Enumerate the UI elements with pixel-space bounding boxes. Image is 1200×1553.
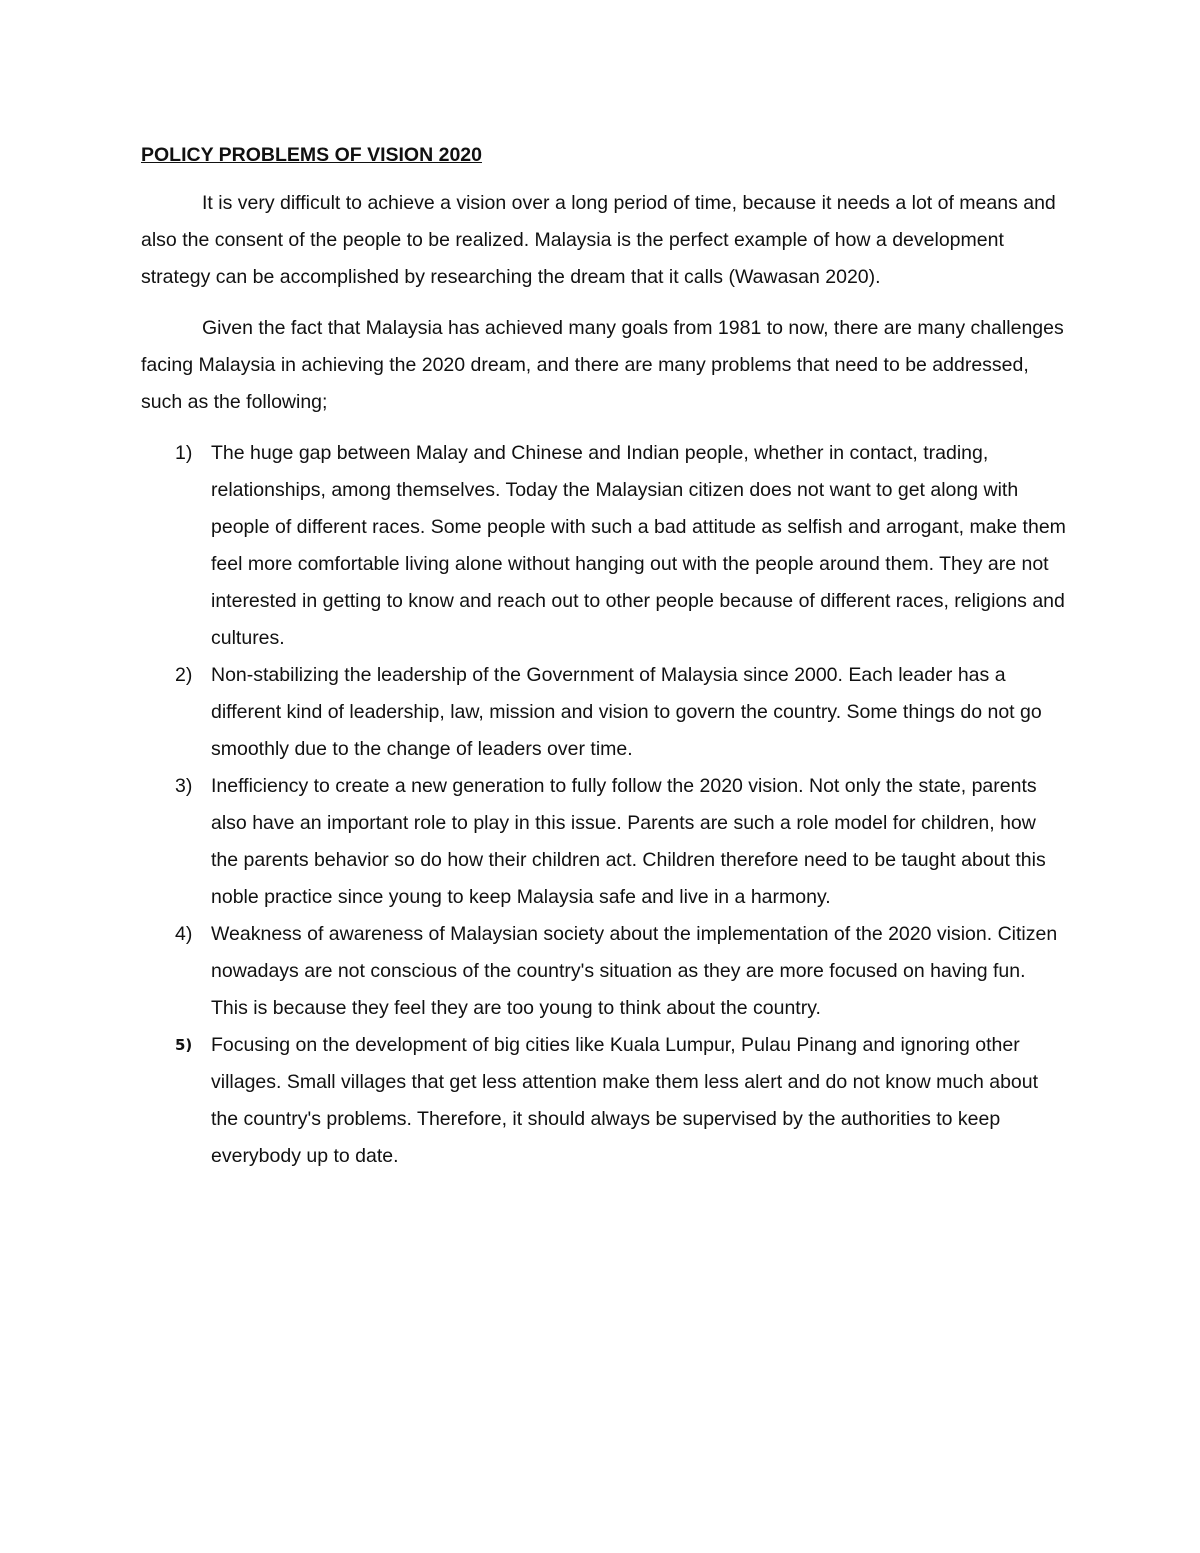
list-number: 5) xyxy=(175,1036,193,1054)
list-item-text: Weakness of awareness of Malaysian society about the implementation of the 2020 vision. Citizen nowadays are not conscious of the country's situation as they are more focused on having fun. This is because they feel they are too young to think about the country. xyxy=(211,923,1058,1019)
list-number: 3) xyxy=(175,775,193,797)
list-item xyxy=(141,768,1066,916)
list-item-text: The huge gap between Malay and Chinese and Indian people, whether in contact, trading, relationships, among themselves. Today the Malaysian citizen does not want to get along with people of different races. Some people with such a bad attitude as selfish and arrogant, make them feel more comfortable living alone without hanging out with the people around them. They are not interested in getting to know and reach out to other people because of different races, religions and cultures. xyxy=(211,442,1066,649)
document-body xyxy=(141,141,1066,1175)
list-item xyxy=(141,657,1066,768)
list-item xyxy=(141,435,1066,657)
list-item-text: Focusing on the development of big cities like Kuala Lumpur, Pulau Pinang and ignoring other villages. Small villages that get less attention make them less alert and do not know much about the country's problems. Therefore, it should always be supervised by the authorities to keep everybody up to date. xyxy=(211,1034,1039,1167)
context-paragraph: Given the fact that Malaysia has achieved many goals from 1981 to now, there are many challenges facing Malaysia in achieving the 2020 dream, and there are many problems that need to be addressed, such as the following; xyxy=(141,317,1064,413)
page-title: POLICY PROBLEMS OF VISION 2020 xyxy=(141,144,482,166)
list-item-text: Inefficiency to create a new generation to fully follow the 2020 vision. Not only the state, parents also have an important role to play in this issue. Parents are such a role model for children, how the parents behavior so do how their children act. Children therefore need to be taught about this noble practice since young to keep Malaysia safe and live in a harmony. xyxy=(211,775,1046,908)
problems-list xyxy=(141,435,1066,1175)
list-number: 2) xyxy=(175,664,193,686)
list-item-text: Non-stabilizing the leadership of the Government of Malaysia since 2000. Each leader has a different kind of leadership, law, mission and vision to govern the country. Some things do not go smoothly due to the change of leaders over time. xyxy=(211,664,1042,760)
list-number: 1) xyxy=(175,442,193,464)
list-item xyxy=(141,1027,1066,1175)
list-item xyxy=(141,916,1066,1027)
list-number: 4) xyxy=(175,923,193,945)
intro-paragraph: It is very difficult to achieve a vision over a long period of time, because it needs a lot of means and also the consent of the people to be realized. Malaysia is the perfect example of how a development strategy can be accomplished by researching the dream that it calls (Wawasan 2020). xyxy=(141,192,1056,288)
